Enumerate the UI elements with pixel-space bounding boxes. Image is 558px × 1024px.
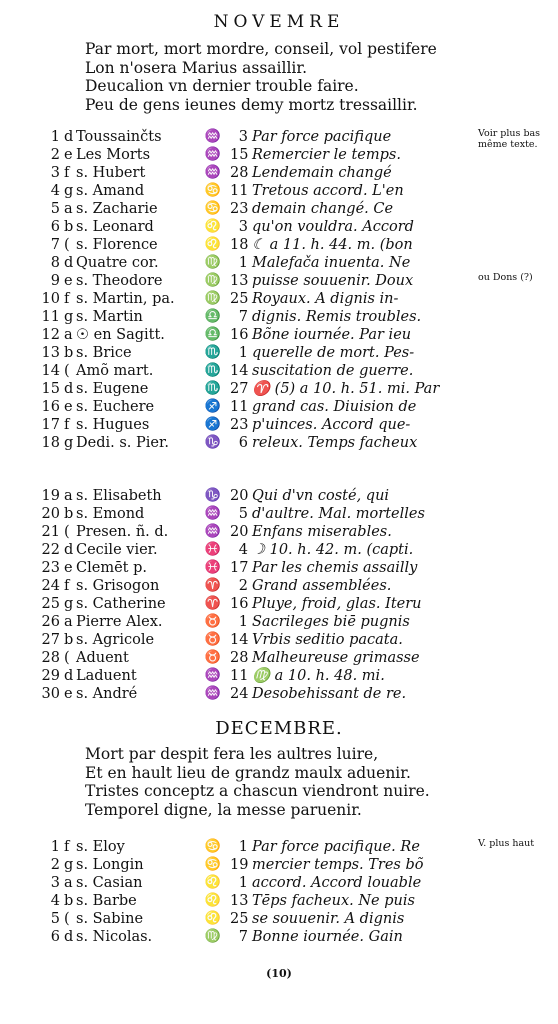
prognostication: Malefača inuenta. Ne [252,255,411,271]
calendar-row [0,326,558,344]
calendar-row [0,434,558,452]
day-number: 19 [41,488,60,504]
dominical-letter: a [64,875,73,891]
saint-name: s. Nicolas. [76,929,153,945]
saint-name: s. Hubert [76,165,146,181]
prognostication: ☾ a 11. h. 44. m. (bon [252,237,413,253]
zodiac-sign-icon: ♑ [204,435,222,450]
calendar-row [0,308,558,326]
saint-name: s. André [76,686,138,702]
zodiac-sign-icon: ♒ [204,668,222,683]
degree: 25 [230,291,249,307]
saint-name: Dedi. s. Pier. [76,435,169,451]
saint-name: s. Casian [76,875,143,891]
verse-line: Mort par despit fera les aultres luire, [85,745,379,763]
prognostication: accord. Accord louable [252,875,422,891]
saint-name: Pierre Alex. [76,614,163,630]
day-number: 30 [41,686,60,702]
calendar-row [0,398,558,416]
prognostication: d'aultre. Mal. mortelles [252,506,425,522]
degree: 1 [238,875,248,891]
degree: 18 [230,237,249,253]
prognostication: Par force pacifique. Re [252,839,420,855]
degree: 1 [238,255,248,271]
prognostication: Sacrileges biē pugnis [252,614,410,630]
degree: 11 [230,668,249,684]
zodiac-sign-icon: ♋ [204,839,222,854]
verse-line: Par mort, mort mordre, conseil, vol pestifere [85,40,437,58]
zodiac-sign-icon: ♓ [204,542,222,557]
dominical-letter: d [64,129,74,145]
calendar-row [0,164,558,182]
verse-line: Temporel digne, la messe paruenir. [85,800,362,819]
day-number: 20 [41,506,60,522]
degree: 15 [230,147,249,163]
dominical-letter: f [64,291,70,307]
day-number: 3 [50,875,60,891]
zodiac-sign-icon: ♎ [204,327,222,342]
degree: 13 [230,893,249,909]
dominical-letter: d [64,255,74,271]
calendar-row [0,928,558,946]
day-number: 3 [50,165,60,181]
zodiac-sign-icon: ♒ [204,129,222,144]
zodiac-sign-icon: ♈ [204,596,222,611]
degree: 16 [230,596,249,612]
calendar-row [0,631,558,649]
calendar-row [0,685,558,703]
december-title: DECEMBRE. [215,718,343,739]
saint-name: s. Emond [76,506,145,522]
calendar-row [0,254,558,272]
calendar-row [0,910,558,928]
prognostication: releux. Temps facheux [252,435,418,451]
zodiac-sign-icon: ♉ [204,632,222,647]
day-number: 15 [41,381,60,397]
prognostication: ☽ 10. h. 42. m. (capti. [252,542,414,558]
saint-name: s. Theodore [76,273,163,289]
dominical-letter: d [64,668,74,684]
degree: 3 [238,219,248,235]
day-number: 1 [50,839,60,855]
zodiac-sign-icon: ♌ [204,219,222,234]
zodiac-sign-icon: ♏ [204,381,222,396]
dominical-letter: e [64,273,73,289]
saint-name: ☉ en Sagitt. [76,327,165,343]
zodiac-sign-icon: ♑ [204,488,222,503]
zodiac-sign-icon: ♋ [204,183,222,198]
prognostication: puisse souuenir. Doux [252,273,414,289]
dominical-letter: f [64,165,70,181]
day-number: 17 [41,417,60,433]
prognostication: Remercier le temps. [252,147,401,163]
dominical-letter: ( [64,911,70,927]
november-calendar-part2 [0,487,558,703]
november-title: NOVEMRE [213,12,345,32]
calendar-row [0,892,558,910]
dominical-letter: ( [64,363,70,379]
zodiac-sign-icon: ♍ [204,255,222,270]
degree: 7 [238,309,248,325]
degree: 3 [238,129,248,145]
degree: 17 [230,560,249,576]
november-calendar-part1 [0,128,558,452]
day-number: 8 [50,255,60,271]
saint-name: s. Leonard [76,219,154,235]
saint-name: s. Longin [76,857,144,873]
day-number: 21 [41,524,60,540]
calendar-row [0,272,558,290]
degree: 2 [238,578,248,594]
prognostication: Grand assemblées. [252,578,392,594]
degree: 27 [230,381,249,397]
degree: 28 [230,165,249,181]
saint-name: Quatre cor. [76,255,159,271]
dominical-letter: g [64,857,74,873]
degree: 1 [238,345,248,361]
zodiac-sign-icon: ♌ [204,237,222,252]
degree: 20 [230,524,249,540]
calendar-row [0,505,558,523]
saint-name: Presen. ñ. d. [76,524,169,540]
day-number: 2 [50,857,60,873]
zodiac-sign-icon: ♌ [204,875,222,890]
calendar-row [0,487,558,505]
calendar-row [0,218,558,236]
day-number: 26 [41,614,60,630]
saint-name: Toussainčts [76,129,162,145]
saint-name: s. Amand [76,183,145,199]
saint-name: Aduent [76,650,129,666]
dominical-letter: e [64,560,73,576]
dominical-letter: b [64,506,74,522]
prognostication: Bonne iournée. Gain [252,929,403,945]
dominical-letter: e [64,686,73,702]
page-number: (10) [266,967,292,980]
zodiac-sign-icon: ♍ [204,273,222,288]
degree: 7 [238,929,248,945]
day-number: 27 [41,632,60,648]
zodiac-sign-icon: ♒ [204,147,222,162]
zodiac-sign-icon: ♉ [204,614,222,629]
prognostication: suscitation de guerre. [252,363,414,379]
verse-line: Tristes conceptz a chascun viendront nuire. [85,782,430,801]
zodiac-sign-icon: ♐ [204,399,222,414]
saint-name: s. Sabine [76,911,144,927]
prognostication: Pluye, froid, glas. Iteru [252,596,422,612]
dominical-letter: a [64,201,73,217]
dominical-letter: f [64,578,70,594]
dominical-letter: g [64,183,74,199]
degree: 16 [230,327,249,343]
prognostication: Enfans miserables. [252,524,392,540]
calendar-row [0,128,558,150]
dominical-letter: a [64,327,73,343]
verse-line: Lon n'osera Marius assaillir. [85,58,308,77]
zodiac-sign-icon: ♏ [204,345,222,360]
day-number: 5 [50,911,60,927]
calendar-row [0,362,558,380]
degree: 11 [230,399,249,415]
saint-name: s. Zacharie [76,201,158,217]
calendar-row [0,416,558,434]
prognostication: se souuenir. A dignis [252,911,405,927]
day-number: 14 [41,363,60,379]
prognostication: demain changé. Ce [252,201,394,217]
prognostication: dignis. Remis troubles. [252,309,422,325]
dominical-letter: b [64,219,74,235]
calendar-row [0,380,558,398]
dominical-letter: g [64,435,74,451]
day-number: 5 [50,201,60,217]
dominical-letter: ( [64,237,70,253]
zodiac-sign-icon: ♉ [204,650,222,665]
dominical-letter: d [64,542,74,558]
dominical-letter: f [64,417,70,433]
calendar-row [0,146,558,164]
saint-name: s. Agricole [76,632,155,648]
november-verse [85,40,505,114]
prognostication: Vrbis seditio pacata. [252,632,403,648]
dominical-letter: g [64,596,74,612]
degree: 6 [238,435,248,451]
prognostication: Desobehissant de re. [252,686,407,702]
calendar-row [0,613,558,631]
degree: 14 [230,363,249,379]
degree: 5 [238,506,248,522]
dominical-letter: ( [64,524,70,540]
saint-name: s. Martin [76,309,143,325]
saint-name: s. Florence [76,237,158,253]
day-number: 4 [50,183,60,199]
margin-note: ou Dons (?) [478,272,533,283]
saint-name: Laduent [76,668,137,684]
degree: 24 [230,686,249,702]
saint-name: Amõ mart. [76,363,154,379]
day-number: 7 [50,237,60,253]
zodiac-sign-icon: ♋ [204,857,222,872]
saint-name: s. Eloy [76,839,125,855]
zodiac-sign-icon: ♌ [204,893,222,908]
saint-name: s. Eugene [76,381,149,397]
calendar-row [0,838,558,856]
calendar-row [0,649,558,667]
prognostication: mercier temps. Tres bõ [252,857,424,873]
saint-name: s. Brice [76,345,132,361]
day-number: 13 [41,345,60,361]
prognostication: Bõne iournée. Par ieu [252,327,412,343]
dominical-letter: e [64,399,73,415]
degree: 1 [238,614,248,630]
saint-name: s. Euchere [76,399,155,415]
degree: 23 [230,417,249,433]
calendar-row [0,595,558,613]
calendar-row [0,344,558,362]
december-calendar [0,838,558,946]
verse-line: Peu de gens ieunes demy mortz tressaillir. [85,95,418,114]
zodiac-sign-icon: ♒ [204,165,222,180]
dominical-letter: d [64,929,74,945]
calendar-row [0,667,558,685]
day-number: 10 [41,291,60,307]
day-number: 1 [50,129,60,145]
calendar-row [0,182,558,200]
prognostication: Malheureuse grimasse [252,650,420,666]
day-number: 6 [50,219,60,235]
zodiac-sign-icon: ♎ [204,309,222,324]
day-number: 16 [41,399,60,415]
day-number: 24 [41,578,60,594]
day-number: 29 [41,668,60,684]
degree: 4 [238,542,248,558]
zodiac-sign-icon: ♈ [204,578,222,593]
prognostication: ♈ (5) a 10. h. 51. mi. Par [252,381,440,397]
day-number: 2 [50,147,60,163]
zodiac-sign-icon: ♓ [204,560,222,575]
dominical-letter: b [64,893,74,909]
prognostication: Par les chemis assailly [252,560,418,576]
zodiac-sign-icon: ♒ [204,524,222,539]
day-number: 9 [50,273,60,289]
zodiac-sign-icon: ♒ [204,686,222,701]
day-number: 18 [41,435,60,451]
day-number: 11 [41,309,60,325]
calendar-row [0,290,558,308]
day-number: 22 [41,542,60,558]
verse-line: Deucalion vn dernier trouble faire. [85,77,359,96]
dominical-letter: a [64,488,73,504]
prognostication: Par force pacifique [252,129,392,145]
margin-note: Voir plus bas même texte. [478,128,541,150]
prognostication: Royaux. A dignis in- [252,291,399,307]
prognostication: Qui d'vn costé, qui [252,488,390,504]
saint-name: s. Martin, pa. [76,291,175,307]
prognostication: Tretous accord. L'en [252,183,404,199]
december-verse [85,745,505,819]
degree: 11 [230,183,249,199]
degree: 14 [230,632,249,648]
calendar-row [0,200,558,218]
calendar-row [0,236,558,254]
dominical-letter: ( [64,650,70,666]
calendar-row [0,559,558,577]
day-number: 28 [41,650,60,666]
calendar-row [0,577,558,595]
saint-name: Les Morts [76,147,151,163]
degree: 20 [230,488,249,504]
calendar-row [0,541,558,559]
zodiac-sign-icon: ♒ [204,506,222,521]
calendar-row [0,523,558,541]
zodiac-sign-icon: ♐ [204,417,222,432]
calendar-row [0,874,558,892]
saint-name: s. Barbe [76,893,137,909]
saint-name: s. Catherine [76,596,166,612]
prognostication: qu'on vouldra. Accord [252,219,414,235]
zodiac-sign-icon: ♌ [204,911,222,926]
dominical-letter: f [64,839,70,855]
saint-name: Cecile vier. [76,542,158,558]
dominical-letter: b [64,345,74,361]
saint-name: s. Grisogon [76,578,160,594]
prognostication: Lendemain changé [252,165,392,181]
prognostication: p'uinces. Accord que- [252,417,411,433]
dominical-letter: d [64,381,74,397]
zodiac-sign-icon: ♋ [204,201,222,216]
day-number: 23 [41,560,60,576]
zodiac-sign-icon: ♏ [204,363,222,378]
degree: 23 [230,201,249,217]
day-number: 12 [41,327,60,343]
degree: 25 [230,911,249,927]
day-number: 6 [50,929,60,945]
verse-line: Et en hault lieu de grandz maulx aduenir. [85,763,411,782]
zodiac-sign-icon: ♍ [204,291,222,306]
prognostication: grand cas. Diuision de [252,399,417,415]
prognostication: ♍ a 10. h. 48. mi. [252,668,385,684]
degree: 19 [230,857,249,873]
dominical-letter: b [64,632,74,648]
saint-name: s. Elisabeth [76,488,162,504]
degree: 1 [238,839,248,855]
dominical-letter: a [64,614,73,630]
day-number: 4 [50,893,60,909]
margin-note: V. plus haut [478,838,535,849]
zodiac-sign-icon: ♍ [204,929,222,944]
saint-name: s. Hugues [76,417,150,433]
dominical-letter: e [64,147,73,163]
day-number: 25 [41,596,60,612]
saint-name: Clemēt p. [76,560,147,576]
dominical-letter: g [64,309,74,325]
calendar-row [0,856,558,874]
degree: 13 [230,273,249,289]
degree: 28 [230,650,249,666]
prognostication: querelle de mort. Pes- [252,345,415,361]
prognostication: Tēps facheux. Ne puis [252,893,415,909]
